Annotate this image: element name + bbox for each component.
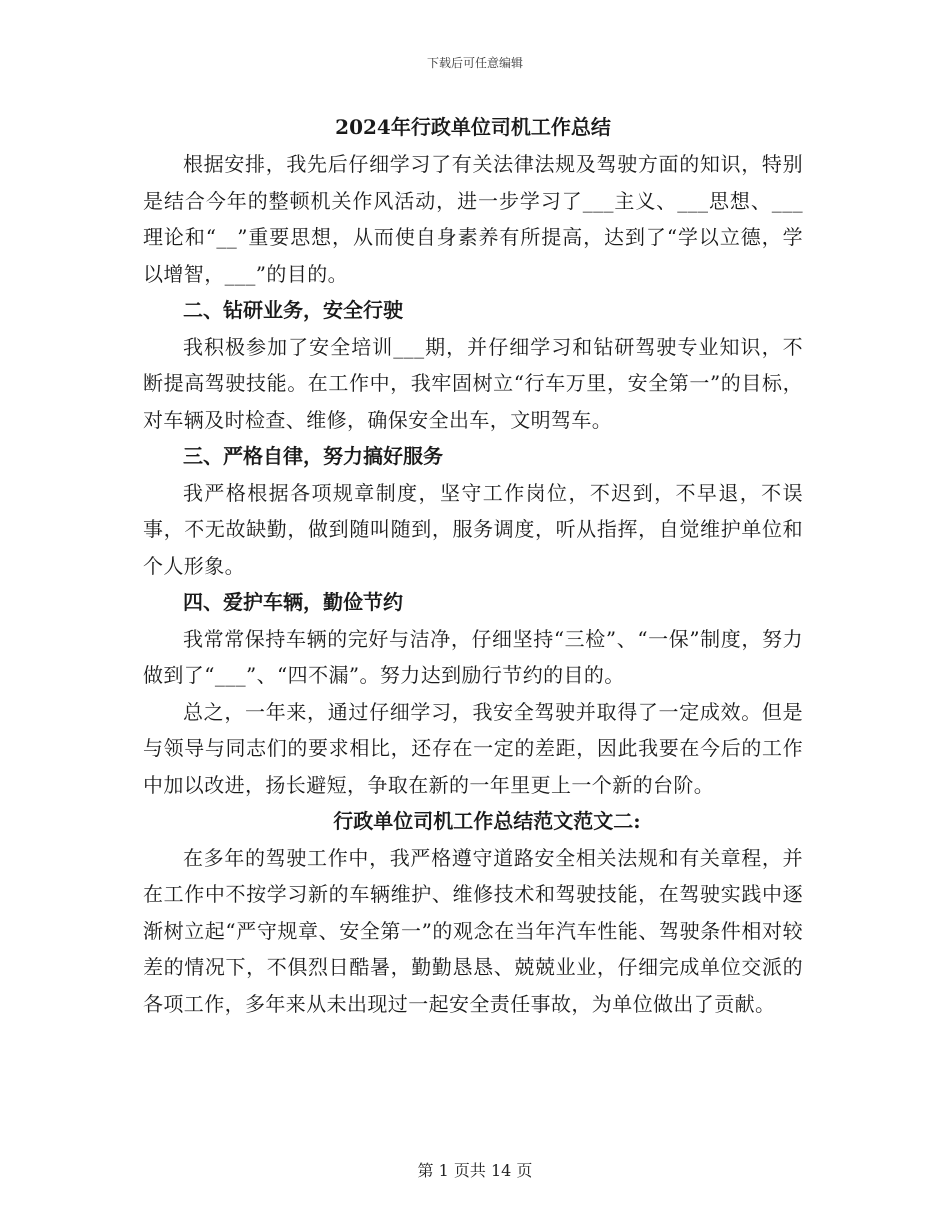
document-body — [143, 108, 803, 1022]
document-title: 2024年行政单位司机工作总结 — [335, 115, 611, 139]
second-article-paragraph: 在多年的驾驶工作中，我严格遵守道路安全相关法规和有关章程，并在工作中不按学习新的车辆维护、维修技术和驾驶技能，在驾驶实践中逐渐树立起“严守规章、安全第一”的观念在当年汽车性能、驾驶条件相对较差的情况下，不俱烈日酷暑，勤勤恳恳、兢兢业业，仔细完成单位交派的各项工作，多年来从未出现过一起安全责任事故，为单位做出了贡献。 — [143, 845, 803, 1016]
summary-paragraph: 总之，一年来，通过仔细学习，我安全驾驶并取得了一定成效。但是与领导与同志们的要求相比，还存在一定的差距，因此我要在今后的工作中加以改进，扬长避短，争取在新的一年里更上一个新的台阶。 — [143, 699, 803, 797]
section-heading-3: 三、严格自律，努力搞好服务 — [183, 444, 443, 468]
section-paragraph-3: 我严格根据各项规章制度，坚守工作岗位，不迟到，不早退，不误事，不无故缺勤，做到随叫随到，服务调度，听从指挥，自觉维护单位和个人形象。 — [143, 480, 803, 578]
second-article-title: 行政单位司机工作总结范文范文二: — [333, 809, 641, 833]
section-heading-2: 二、钻研业务，安全行驶 — [183, 298, 403, 322]
header-note: 下载后可任意编辑 — [426, 56, 523, 70]
page-footer: 第 1 页共 14 页 — [417, 1161, 533, 1180]
section-paragraph-4: 我常常保持车辆的完好与洁净，仔细坚持“三检”、“一保”制度，努力做到了“___”、“四不漏”。努力达到励行节约的目的。 — [143, 626, 803, 687]
section-paragraph-2: 我积极参加了安全培训___期，并仔细学习和钻研驾驶专业知识，不断提高驾驶技能。在工作中，我牢固树立“行车万里，安全第一”的目标，对车辆及时检查、维修，确保安全出车，文明驾车。 — [143, 334, 803, 432]
section-heading-4: 四、爱护车辆，勤俭节约 — [183, 590, 403, 614]
intro-paragraph: 根据安排，我先后仔细学习了有关法律法规及驾驶方面的知识，特别是结合今年的整顿机关作风活动，进一步学习了___主义、___思想、___理论和“__”重要思想，从而使自身素养有所提高，达到了“学以立德，学以增智，___”的目的。 — [143, 152, 803, 286]
